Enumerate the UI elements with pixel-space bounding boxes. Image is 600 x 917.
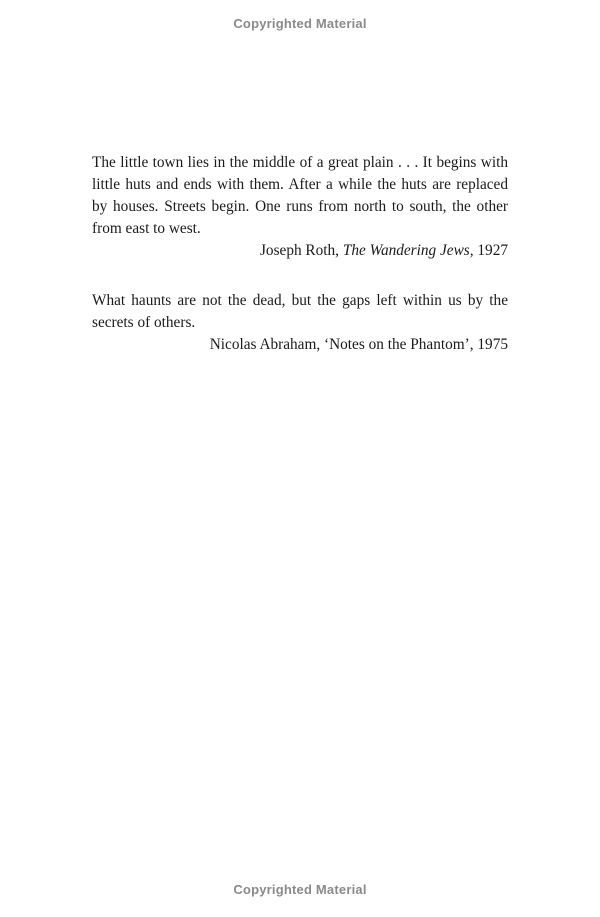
- copyright-watermark-bottom: Copyrighted Material: [233, 882, 367, 897]
- attribution-author: Joseph Roth,: [259, 242, 343, 259]
- attribution-year: 1927: [473, 242, 508, 259]
- epigraph-quote: The little town lies in the middle of a great plain . . . It begins with little huts and ends with them. After a while the huts are replaced by houses. Streets begin. One runs from north to south, the other from east to west.: [92, 154, 508, 237]
- attribution-year: 1975: [473, 336, 508, 353]
- copyright-watermark-top: Copyrighted Material: [233, 16, 367, 31]
- epigraph-attribution: [92, 240, 508, 262]
- epigraph-roth: [92, 152, 508, 262]
- epigraph-quote: What haunts are not the dead, but the gaps left within us by the secrets of others.: [92, 292, 508, 331]
- epigraph-attribution: [92, 334, 508, 356]
- attribution-work-title: The Wandering Jews,: [342, 242, 474, 259]
- attribution-author: Nicolas Abraham,: [209, 336, 325, 353]
- attribution-work-title: ‘Notes on the Phantom’,: [324, 336, 474, 353]
- epigraph-abraham: [92, 290, 508, 356]
